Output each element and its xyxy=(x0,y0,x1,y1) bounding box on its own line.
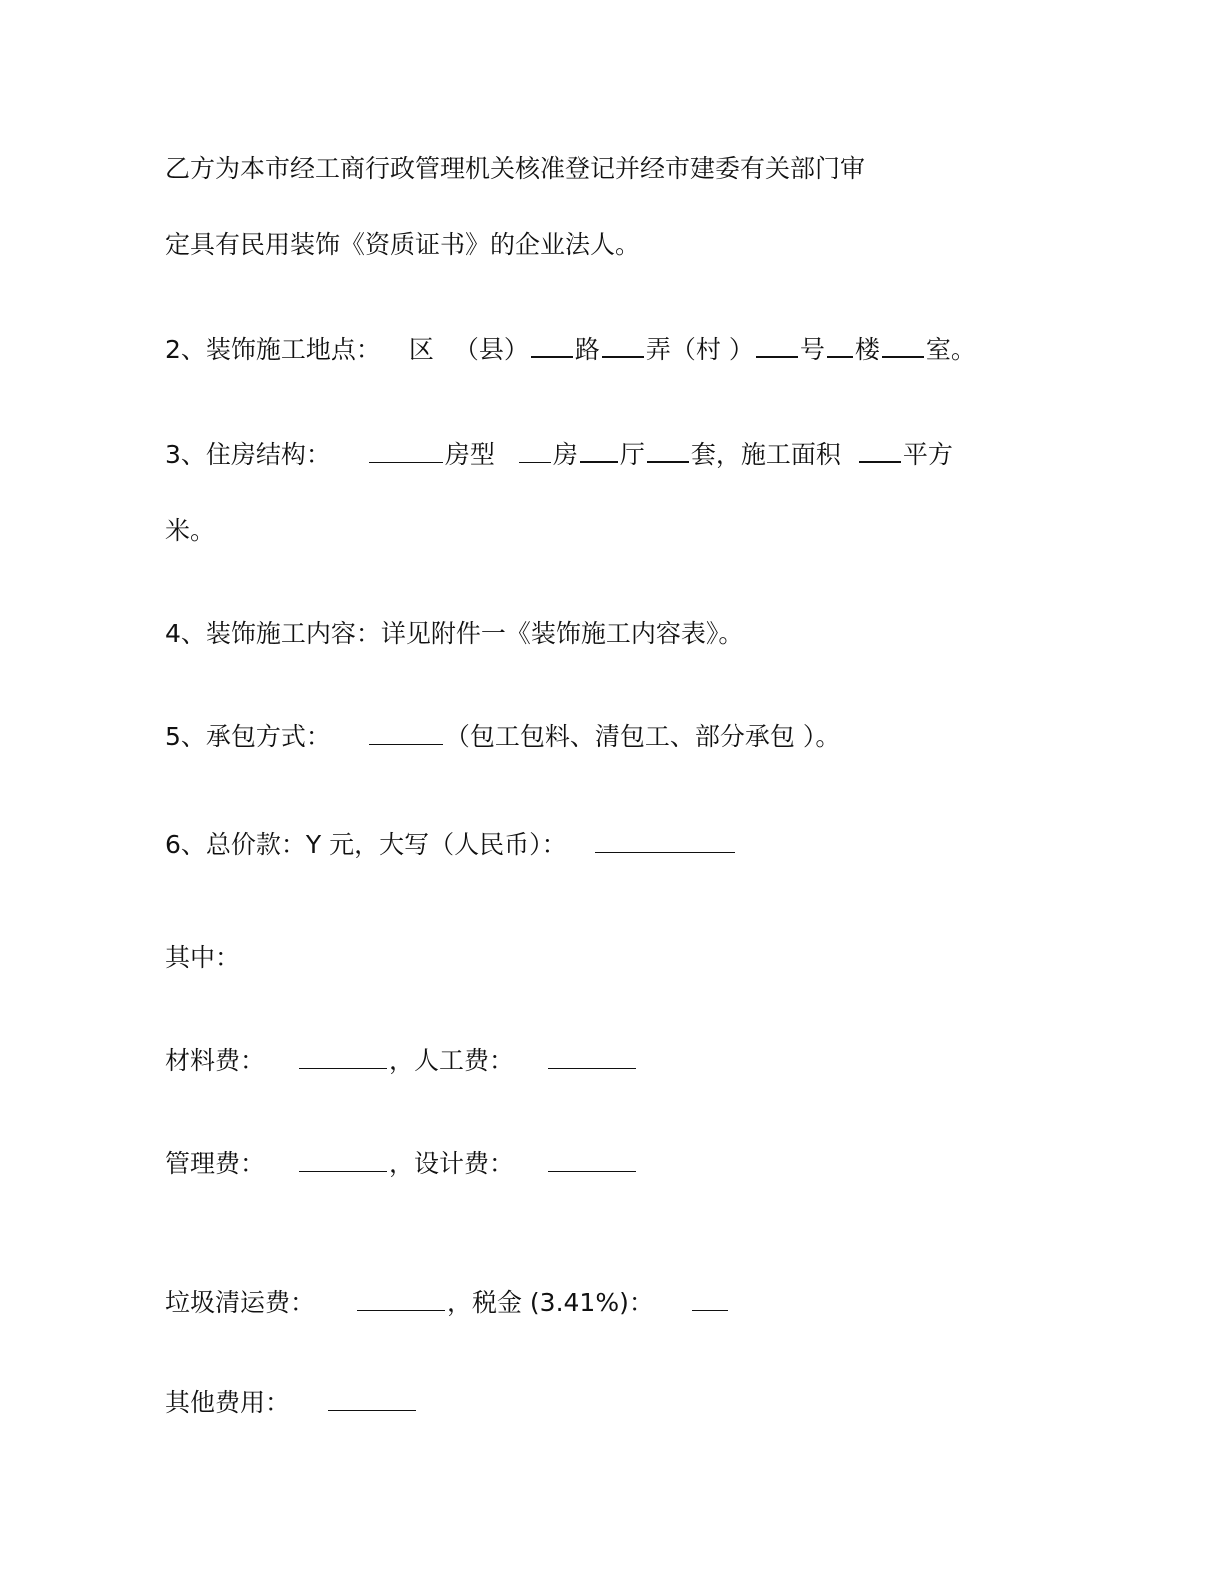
rooms-label: 房 xyxy=(552,440,578,469)
breakdown-heading: 其中： xyxy=(165,943,241,972)
item-3-unit-b: 米。 xyxy=(165,516,216,545)
lane-label: 弄（村 ） xyxy=(645,335,754,364)
contract-type-options: （包工包料、清包工、部分承包 ）。 xyxy=(444,722,841,751)
room-blank[interactable] xyxy=(882,334,924,358)
design-fee-blank[interactable] xyxy=(548,1149,636,1172)
labor-fee-label: ，人工费： xyxy=(388,1046,514,1075)
sets-blank[interactable] xyxy=(647,439,689,463)
item-3-structure xyxy=(165,438,953,472)
other-fee-blank[interactable] xyxy=(328,1388,416,1411)
material-fee-blank[interactable] xyxy=(299,1046,387,1069)
number-label: 号 xyxy=(799,335,825,364)
house-type-blank[interactable] xyxy=(369,440,443,463)
fee-row-4 xyxy=(165,1386,418,1420)
house-type-label: 房型 xyxy=(444,440,495,469)
garbage-fee-blank[interactable] xyxy=(357,1288,445,1311)
item-5-contract-type xyxy=(165,720,840,754)
area-unit-a: 平方 xyxy=(902,440,953,469)
material-fee-label: 材料费： xyxy=(165,1046,266,1075)
item-4-content: 4、装饰施工内容：详见附件一《装饰施工内容表》。 xyxy=(165,619,744,648)
contract-type-blank[interactable] xyxy=(369,722,443,745)
fee-row-2 xyxy=(165,1147,638,1181)
design-fee-label: ，设计费： xyxy=(388,1149,514,1178)
item-5-prefix: 5、承包方式： xyxy=(165,722,331,751)
number-blank[interactable] xyxy=(756,334,798,358)
item-6-total xyxy=(165,828,737,862)
management-fee-label: 管理费： xyxy=(165,1149,266,1178)
building-blank[interactable] xyxy=(827,334,853,358)
district-label: 区 xyxy=(408,335,434,364)
other-fee-label: 其他费用： xyxy=(165,1388,291,1417)
garbage-fee-label: 垃圾清运费： xyxy=(165,1288,316,1317)
lane-blank[interactable] xyxy=(602,334,644,358)
item-3-prefix: 3、住房结构： xyxy=(165,440,331,469)
fee-row-3 xyxy=(165,1286,730,1320)
halls-label: 厅 xyxy=(619,440,645,469)
sets-label: 套，施工面积 xyxy=(690,440,841,469)
halls-blank[interactable] xyxy=(580,439,618,463)
road-label: 路 xyxy=(574,335,600,364)
intro-line-1: 乙方为本市经工商行政管理机关核准登记并经市建委有关部门审 xyxy=(165,154,866,183)
fee-row-1 xyxy=(165,1044,638,1078)
item-2-location xyxy=(165,333,976,367)
rooms-blank[interactable] xyxy=(519,440,551,463)
item-6-prefix: 6、总价款：Y 元，大写（人民币）： xyxy=(165,830,567,859)
total-amount-blank[interactable] xyxy=(595,830,735,853)
room-label: 室。 xyxy=(925,335,976,364)
tax-label: ，税金 (3.41%)： xyxy=(446,1288,654,1317)
item-2-prefix: 2、装饰施工地点： xyxy=(165,335,381,364)
labor-fee-blank[interactable] xyxy=(548,1046,636,1069)
intro-line-2: 定具有民用装饰《资质证书》的企业法人。 xyxy=(165,230,641,259)
area-blank[interactable] xyxy=(859,439,901,463)
management-fee-blank[interactable] xyxy=(299,1149,387,1172)
road-blank[interactable] xyxy=(531,334,573,358)
county-label: （县） xyxy=(453,335,529,364)
tax-blank[interactable] xyxy=(692,1288,728,1311)
building-label: 楼 xyxy=(854,335,880,364)
